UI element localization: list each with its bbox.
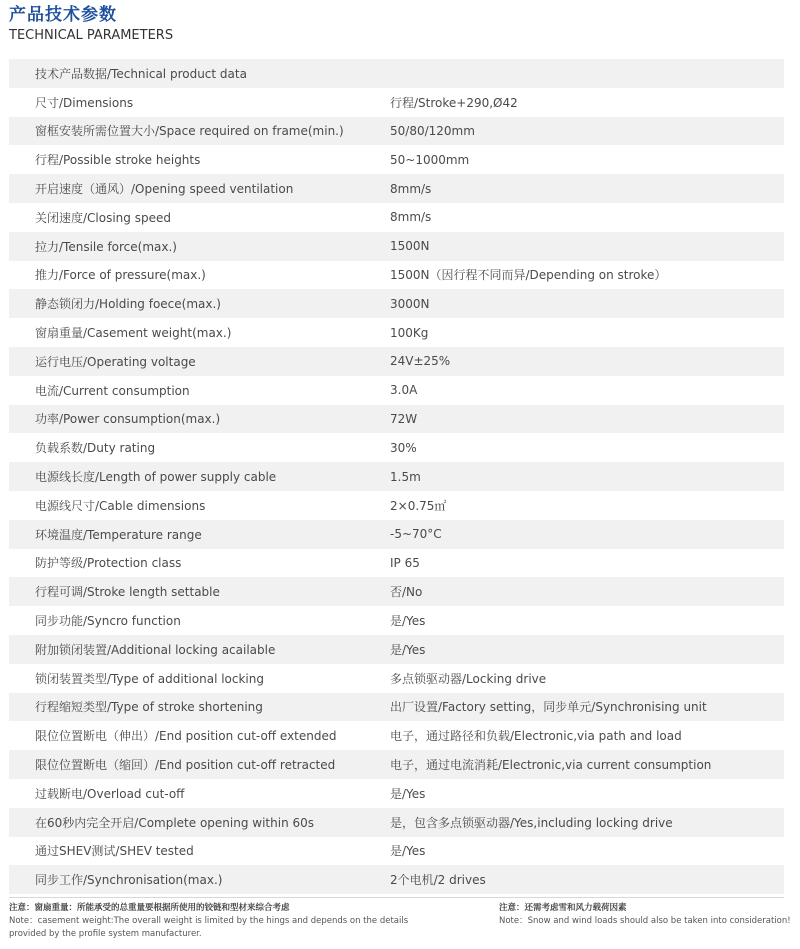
parameter-value: 72W [390,411,418,426]
note-left-cn: 注意：窗扇重量：所能承受的总重量要根据所使用的铰链和型材来综合考虑 [9,903,290,913]
parameter-value: 2×0.75㎡ [390,498,447,513]
parameter-value: 电子，通过电流消耗/Electronic,via current consumption [390,758,712,773]
parameter-name: 同步功能/Syncro function [35,614,181,629]
parameter-value: 100Kg [390,325,429,340]
table-row [9,117,784,146]
parameter-name: 环境温度/Temperature range [35,527,202,542]
parameter-value: 多点锁驱动器/Locking drive [390,671,547,686]
page-title: 产品技术参数 [9,5,117,25]
parameter-name: 窗扇重量/Casement weight(max.) [35,326,232,341]
parameter-name: 同步工作/Synchronisation(max.) [35,873,223,888]
table-row [9,59,784,88]
parameter-name: 电源线尺寸/Cable dimensions [35,498,206,513]
header [9,3,173,45]
table-row [9,750,784,779]
parameter-name: 推力/Force of pressure(max.) [35,268,206,283]
parameter-value: 2个电机/2 drives [390,873,486,888]
parameter-name: 技术产品数据/Technical product data [35,66,247,81]
parameter-value: 是/Yes [390,844,426,859]
table-row [9,606,784,635]
table-row [9,664,784,693]
note-left-en-line-2: provided by the profile system manufacturer. [9,929,202,939]
parameter-value: 30% [390,440,417,455]
table-row [9,549,784,578]
parameter-value: 1500N [390,239,430,254]
parameter-name: 窗框安装所需位置大小/Space required on frame(min.) [35,124,344,139]
table-row [9,721,784,750]
parameter-value: 24V±25% [390,354,451,369]
table-row [9,232,784,261]
table-row [9,318,784,347]
parameter-value: 8mm/s [390,181,432,196]
parameter-name: 限位位置断电（缩回）/End position cut-off retracted [35,758,336,773]
table-row [9,491,784,520]
parameter-name: 开启速度（通风）/Opening speed ventilation [35,182,294,197]
table-row [9,376,784,405]
parameter-value: 8mm/s [390,210,432,225]
table-row [9,261,784,290]
table-row [9,289,784,318]
parameter-name: 关闭速度/Closing speed [35,210,171,225]
parameter-name: 限位位置断电（伸出）/End position cut-off extended [35,729,337,744]
table-row [9,635,784,664]
parameter-value: 否/No [390,585,423,600]
parameter-name: 负载系数/Duty rating [35,441,156,456]
parameter-name: 行程可调/Stroke length settable [35,585,220,600]
parameter-value: 3.0A [390,383,418,398]
parameter-name: 过载断电/Overload cut-off [35,786,185,801]
parameter-name: 静态锁闭力/Holding foece(max.) [35,297,221,312]
parameter-name: 电流/Current consumption [35,383,190,398]
parameter-name: 功率/Power consumption(max.) [35,412,221,427]
table-bottom-divider [9,897,784,898]
table-row [9,462,784,491]
parameter-value: 50/80/120mm [390,123,475,138]
parameter-value: 3000N [390,296,430,311]
table-row [9,865,784,894]
table-row [9,405,784,434]
parameter-value: 行程/Stroke+290,Ø42 [390,95,518,110]
parameter-name: 电源线长度/Length of power supply cable [35,470,277,485]
note-snow-wind [499,902,791,928]
note-right-en: Note：Snow and wind loads should also be taken into consideration! [499,916,791,926]
parameter-value: 是/Yes [390,786,426,801]
parameter-value: 出厂设置/Factory setting，同步单元/Synchronising unit [390,700,707,715]
parameter-value: 电子，通过路径和负载/Electronic,via path and load [390,729,682,744]
parameter-name: 拉力/Tensile force(max.) [35,239,177,254]
table-row [9,145,784,174]
note-casement-weight [9,902,409,941]
parameter-name: 行程缩短类型/Type of stroke shortening [35,700,263,715]
table-row [9,174,784,203]
parameter-value: -5~70°C [390,527,442,542]
table-row [9,693,784,722]
parameter-name: 锁闭装置类型/Type of additional locking [35,671,264,686]
parameter-value: 是，包含多点锁驱动器/Yes,including locking drive [390,815,673,830]
parameter-value: 50~1000mm [390,152,470,167]
table-row [9,347,784,376]
parameter-value: 是/Yes [390,642,426,657]
parameters-table [9,59,784,894]
table-row [9,520,784,549]
note-left-en-line-1: Note：casement weight:The overall weight is limited by the hings and depends on the details [9,916,409,926]
parameter-name: 尺寸/Dimensions [35,95,134,110]
parameter-name: 在60秒内完全开启/Complete opening within 60s [35,815,315,830]
parameter-name: 附加锁闭装置/Additional locking acailable [35,642,276,657]
table-row [9,837,784,866]
parameter-name: 通过SHEV测试/SHEV tested [35,844,194,859]
table-row [9,779,784,808]
parameter-value: 是/Yes [390,614,426,629]
parameter-name: 行程/Possible stroke heights [35,153,201,168]
note-right-cn: 注意：还需考虑雪和风力载荷因素 [499,903,627,913]
table-row [9,577,784,606]
page-subtitle: TECHNICAL PARAMETERS [9,28,174,43]
table-row [9,808,784,837]
parameter-name: 运行电压/Operating voltage [35,354,196,369]
table-row [9,433,784,462]
parameter-value: IP 65 [390,555,420,570]
parameter-value: 1500N（因行程不同而异/Depending on stroke） [390,268,667,283]
table-row [9,88,784,117]
parameter-value: 1.5m [390,469,421,484]
parameter-name: 防护等级/Protection class [35,556,182,571]
table-row [9,203,784,232]
